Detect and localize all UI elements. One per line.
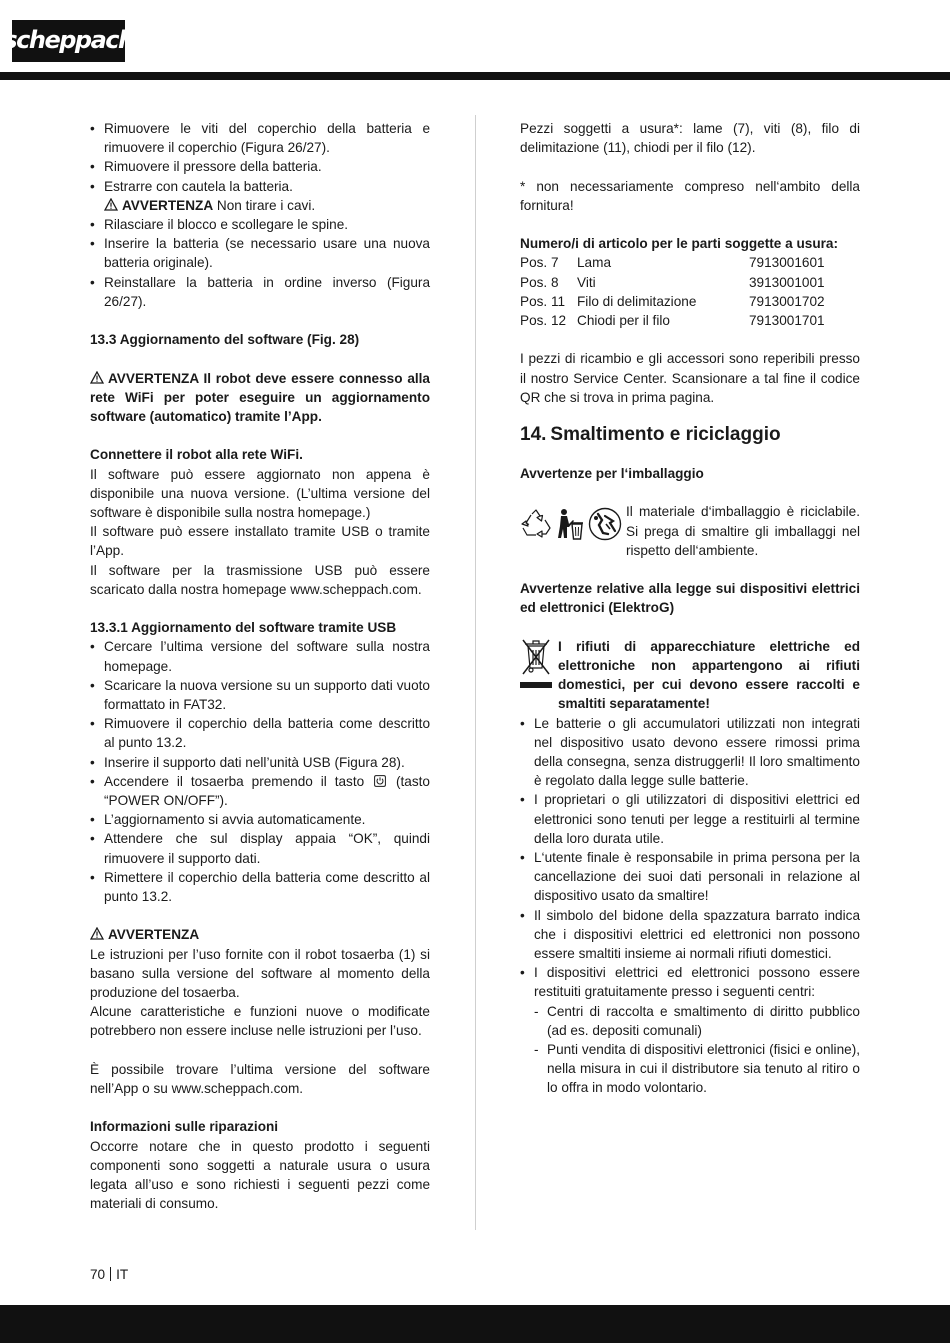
power-button-icon [374, 775, 386, 787]
part-number: 7913001701 [749, 313, 825, 328]
page-language: IT [116, 1267, 129, 1282]
packaging-text: Il materiale d‘imballaggio è riciclabile. Si prega di smaltire gli imballaggi nel rispetto dell‘ambiente. [626, 504, 860, 558]
warning-2-paragraph-1: Le istruzioni per l’uso fornite con il robot tosaerba (1) si basano sulla versione del software al momento della produzione del tosaerba. [90, 946, 430, 1001]
warning-icon [104, 198, 118, 211]
brand-logo: scheppach [12, 20, 125, 62]
connect-heading: Connettere il robot alla rete WiFi. [90, 447, 303, 463]
warning-icon [90, 927, 104, 940]
list-item: • Rimuovere le viti del coperchio della batteria e rimuovere il coperchio (Figura 26/27). [90, 119, 430, 157]
battery-steps-list-2 [90, 215, 430, 311]
list-item: • Attendere che sul display appaia “OK”, quindi rimuovere il supporto dati. [90, 829, 430, 867]
section-14-title [520, 422, 860, 448]
parts-table [520, 253, 830, 330]
weee-sublist [534, 1002, 860, 1098]
part-pos: Pos. 7 [520, 255, 559, 271]
footer-separator [110, 1267, 111, 1281]
table-row [520, 311, 830, 330]
list-item: • Le batterie o gli accumulatori utilizzati non integrati nel dispositivo usato devono essere rimossi prima della consegna, senza distruggerli! Il loro smaltimento è regolato dalla legge sulle batterie. [520, 714, 860, 791]
warning-text: AVVERTENZA Il robot deve essere connesso alla rete WiFi per poter eseguire un aggiornamento software (automatico) tramite l’App. [90, 370, 430, 425]
part-desc: Viti [577, 274, 596, 290]
litter-bin-icon [556, 508, 584, 540]
weee-bold-statement: I rifiuti di apparecchiature elettriche ed elettroniche non appartengono ai rifiuti domestici, per cui devono essere raccolti e smaltiti separatamente! [558, 638, 860, 712]
header-rule [0, 72, 950, 80]
footer-bar [0, 1305, 950, 1343]
page-footer [90, 1265, 128, 1284]
packaging-heading: Avvertenze per l‘imballaggio [520, 466, 704, 481]
packaging-icons [520, 502, 626, 541]
section-title-text: Smaltimento e riciclaggio [550, 424, 781, 445]
weee-list [520, 714, 860, 1098]
sublist-item: - Punti vendita di dispositivi elettronici (fisici e online), nella misura in cui il distributore sia tenuto al ritiro o lo offra in modo volontario. [534, 1040, 860, 1098]
wear-parts-paragraph: Pezzi soggetti a usura*: lame (7), viti (8), filo di delimitazione (11), chiodi per il filo (12). [520, 121, 860, 156]
list-item: • Il simbolo del bidone della spazzatura barrato indica che i dispositivi elettrici ed elettronici non possono essere smaltiti insieme ai normali rifiuti domestici. [520, 906, 860, 964]
battery-steps-list [90, 119, 430, 196]
warning-label: AVVERTENZA [108, 927, 200, 943]
footnote: * non necessariamente compreso nell‘ambito della fornitura! [520, 178, 860, 213]
part-pos: Pos. 11 [520, 293, 566, 309]
part-pos: Pos. 12 [520, 313, 567, 328]
crossed-bin-icon [520, 637, 556, 697]
list-item [520, 963, 860, 1097]
list-item: • I proprietari o gli utilizzatori di dispositivi elettrici ed elettronici sono tenuti per legge a restituirli al termine della loro durata utile. [520, 790, 860, 848]
section-number: 14. [520, 424, 547, 445]
warning-text: Non tirare i cavi. [216, 197, 316, 213]
connect-paragraph-3: Il software per la trasmissione USB può essere scaricato dalla nostra homepage www.scheppach.com. [90, 562, 430, 597]
section-13-3-1-title: 13.3.1 Aggiornamento del software tramite USB [90, 620, 397, 636]
repair-heading: Informazioni sulle riparazioni [90, 1119, 279, 1135]
battery-warning [90, 196, 430, 215]
recycle-icon [520, 508, 552, 540]
spare-parts-paragraph: I pezzi di ricambio e gli accessori sono reperibili presso il nostro Service Center. Scansionare a tal fine il codice QR che si trova in prima pagina. [520, 351, 860, 405]
power-step-text-2: (tasto “POWER ON/OFF”). [104, 773, 430, 809]
part-number: 7913001601 [749, 255, 825, 271]
column-divider [475, 115, 476, 1230]
list-item: • Rimettere il coperchio della batteria come descritto al punto 13.2. [90, 868, 430, 906]
section-13-3-warning [90, 369, 430, 427]
connect-paragraph-1: Il software può essere aggiornato non appena è disponibile una nuova versione. (L’ultima versione del software è disponibile sulla nostra homepage.) [90, 466, 430, 521]
list-item: • L‘utente finale è responsabile in prima persona per la cancellazione dei suoi dati personali in relazione al dispositivo usato da smaltire! [520, 848, 860, 906]
parts-heading: Numero/i di articolo per le parti soggette a usura: [520, 236, 839, 252]
green-dot-icon [588, 507, 622, 541]
repair-paragraph: Occorre notare che in questo prodotto i seguenti componenti sono soggetti a naturale usura o usura legata all’uso e sono richiesti i seguenti pezzi come materiali di consumo. [90, 1138, 430, 1212]
section-13-3-title: 13.3 Aggiornamento del software (Fig. 28) [90, 332, 360, 348]
list-item: • Estrarre con cautela la batteria. [90, 177, 430, 196]
page-number: 70 [90, 1267, 106, 1282]
list-item: • Inserire la batteria (se necessario usare una nuova batteria originale). [90, 234, 430, 272]
usb-steps-list [90, 637, 430, 906]
part-pos: Pos. 8 [520, 274, 559, 290]
power-step-text: Accendere il tosaerba premendo il tasto [104, 773, 365, 789]
warning-2-paragraph-2: Alcune caratteristiche e funzioni nuove o modificate potrebbero non essere incluse nelle istruzioni per l’uso. [90, 1004, 430, 1039]
part-number: 7913001702 [749, 293, 825, 309]
list-item: • Cercare l’ultima versione del software sulla nostra homepage. [90, 637, 430, 675]
sublist-item: - Centri di raccolta e smaltimento di diritto pubblico (ad es. depositi comunali) [534, 1002, 860, 1040]
warning-2-heading [90, 925, 430, 944]
list-item: • L’aggiornamento si avvia automaticamente. [90, 810, 430, 829]
list-item: • Rimuovere il pressore della batteria. [90, 157, 430, 176]
warning-label: AVVERTENZA [122, 197, 214, 213]
weee-bin-icon [520, 638, 552, 692]
weee-heading: Avvertenze relative alla legge sui dispositivi elettrici ed elettronici (ElektroG) [520, 581, 860, 616]
list-item: • Rilasciare il blocco e scollegare le spine. [90, 215, 430, 234]
weee-notice [520, 637, 860, 714]
right-column [520, 119, 860, 1098]
latest-version-paragraph: È possibile trovare l’ultima versione del software nell’App o su www.scheppach.com. [90, 1061, 430, 1097]
list-item: • Inserire il supporto dati nell’unità USB (Figura 28). [90, 753, 430, 772]
table-row [520, 253, 830, 272]
part-desc: Chiodi per il filo [577, 313, 670, 328]
table-row [520, 273, 830, 292]
connect-paragraph-2: Il software può essere installato tramite USB o tramite l’App. [90, 524, 430, 559]
warning-icon [90, 371, 104, 384]
list-item: • Reinstallare la batteria in ordine inverso (Figura 26/27). [90, 273, 430, 311]
list-item: • Scaricare la nuova versione su un supporto dati vuoto formattato in FAT32. [90, 676, 430, 714]
part-number: 3913001001 [749, 274, 825, 290]
list-item-text: I dispositivi elettrici ed elettronici possono essere restituiti gratuitamente presso i seguenti centri: [534, 965, 860, 1000]
list-item [90, 772, 430, 810]
part-desc: Lama [577, 255, 612, 271]
left-column [90, 119, 430, 1213]
list-item: • Rimuovere il coperchio della batteria come descritto al punto 13.2. [90, 714, 430, 752]
part-desc: Filo di delimitazione [577, 293, 697, 309]
table-row [520, 292, 830, 311]
packaging-block [520, 502, 860, 560]
